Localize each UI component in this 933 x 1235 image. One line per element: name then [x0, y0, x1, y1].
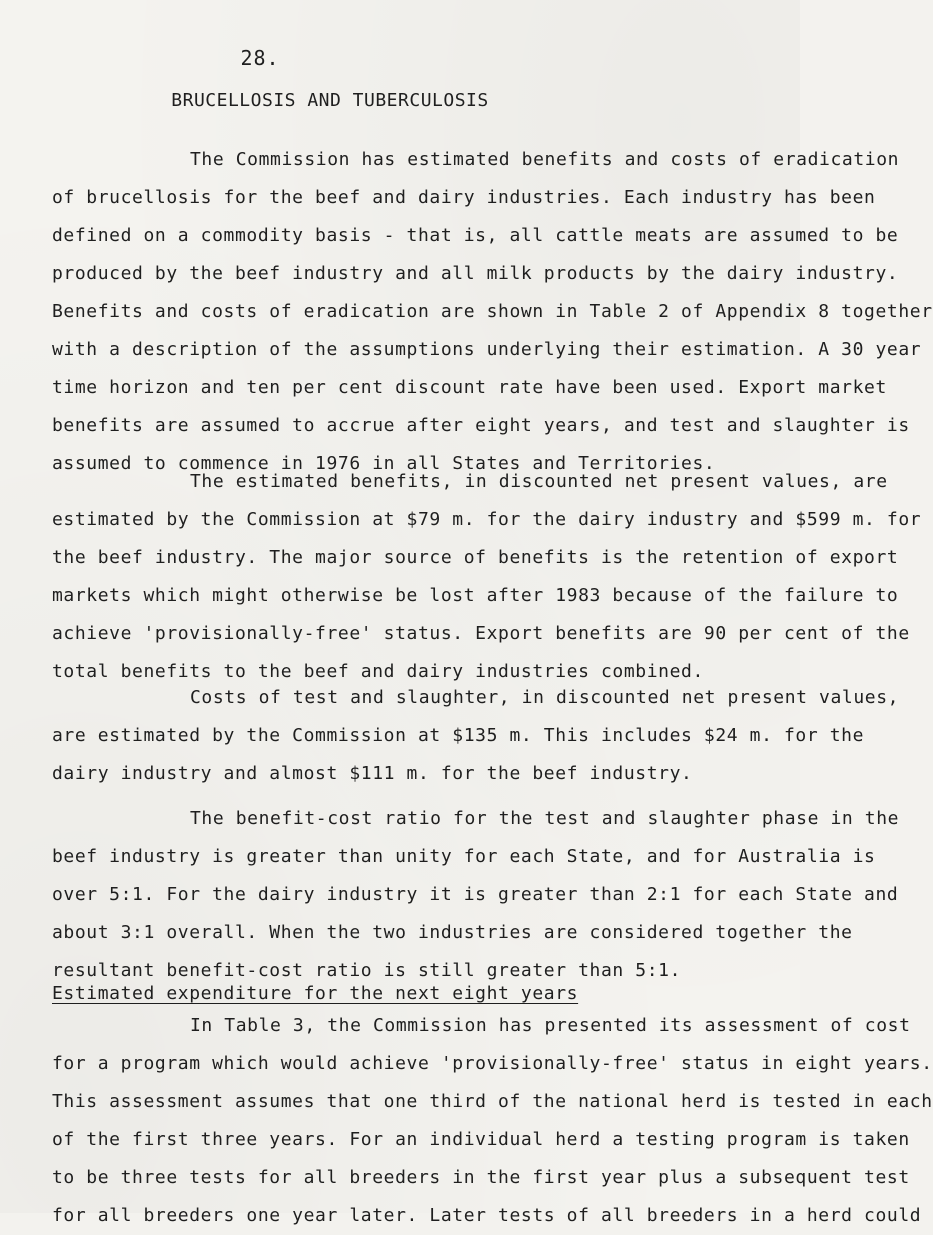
text-line: resultant benefit-cost ratio is still greater than 5:1. — [52, 960, 682, 981]
text-line: to be three tests for all breeders in the first year plus a subsequent test — [52, 1167, 910, 1188]
text-line: defined on a commodity basis - that is, all cattle meats are assumed to be — [52, 225, 899, 246]
text-line: The Commission has estimated benefits and costs of eradication — [190, 149, 900, 170]
text-line: dairy industry and almost $111 m. for the beef industry. — [52, 763, 693, 784]
text-line: In Table 3, the Commission has presented its assessment of cost — [190, 1015, 911, 1036]
text-line: for a program which would achieve 'provisionally-free' status in eight years. — [52, 1053, 933, 1074]
text-line: Benefits and costs of eradication are shown in Table 2 of Appendix 8 together — [52, 301, 933, 322]
paragraph-3 — [52, 679, 900, 793]
text-line: total benefits to the beef and dairy industries combined. — [52, 661, 704, 682]
page-title: BRUCELLOSIS AND TUBERCULOSIS — [171, 90, 489, 111]
text-line: about 3:1 overall. When the two industries are considered together the — [52, 922, 853, 943]
text-line: for all breeders one year later. Later tests of all breeders in a herd could — [52, 1205, 922, 1226]
text-line: the beef industry. The major source of benefits is the retention of export — [52, 547, 899, 568]
text-line: are estimated by the Commission at $135 m. This includes $24 m. for the — [52, 725, 865, 746]
text-line: beef industry is greater than unity for each State, and for Australia is — [52, 846, 876, 867]
text-line: markets which might otherwise be lost after 1983 because of the failure to — [52, 585, 899, 606]
text-line: of brucellosis for the beef and dairy industries. Each industry has been — [52, 187, 876, 208]
text-line: The benefit-cost ratio for the test and slaughter phase in the — [190, 808, 900, 829]
text-line: This assessment assumes that one third of the national herd is tested in each — [52, 1091, 933, 1112]
text-line: produced by the beef industry and all milk products by the dairy industry. — [52, 263, 899, 284]
page-number: 28. — [240, 46, 280, 70]
paragraph-2 — [52, 463, 922, 691]
text-line: over 5:1. For the dairy industry it is greater than 2:1 for each State and — [52, 884, 899, 905]
text-line: benefits are assumed to accrue after eight years, and test and slaughter is — [52, 415, 910, 436]
text-line: of the first three years. For an individual herd a testing program is taken — [52, 1129, 910, 1150]
text-line: time horizon and ten per cent discount rate have been used. Export market — [52, 377, 887, 398]
section-heading: Estimated expenditure for the next eight years — [52, 983, 579, 1004]
text-line: estimated by the Commission at $79 m. for the dairy industry and $599 m. for — [52, 509, 922, 530]
text-line: assumed to commence in 1976 in all States and Territories. — [52, 453, 716, 474]
section-estimated-expenditure — [52, 981, 933, 1235]
text-line: The estimated benefits, in discounted net present values, are — [190, 471, 888, 492]
paragraph-4 — [52, 800, 900, 990]
text-line: Costs of test and slaughter, in discounted net present values, — [190, 687, 900, 708]
text-line: with a description of the assumptions underlying their estimation. A 30 year — [52, 339, 922, 360]
text-line: achieve 'provisionally-free' status. Export benefits are 90 per cent of the — [52, 623, 910, 644]
